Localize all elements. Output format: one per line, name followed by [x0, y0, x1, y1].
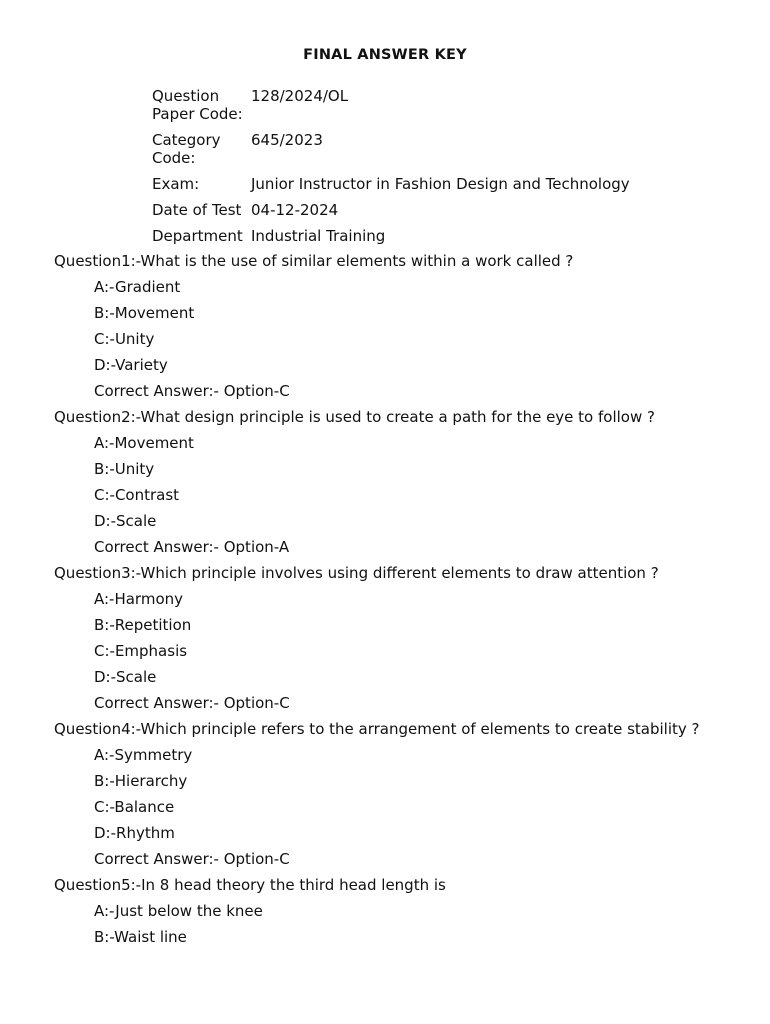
answer-option: D:-Variety: [94, 356, 168, 374]
meta-value: 128/2024/OL: [251, 87, 349, 105]
answer-option: C:-Emphasis: [94, 642, 188, 660]
answer-option: B:-Hierarchy: [94, 772, 188, 790]
meta-value: 04-12-2024: [251, 201, 339, 219]
question-block: [54, 408, 719, 556]
meta-label: Question Paper Code:: [152, 87, 243, 123]
answer-option: A:-Movement: [94, 434, 194, 452]
answer-option: D:-Scale: [94, 668, 157, 686]
meta-value: 645/2023: [251, 131, 323, 149]
correct-answer: Correct Answer:- Option-C: [94, 850, 290, 868]
answer-option: D:-Scale: [94, 512, 157, 530]
question-list: [54, 252, 719, 954]
meta-value: Industrial Training: [251, 227, 386, 245]
answer-option: D:-Rhythm: [94, 824, 175, 842]
answer-option: A:-Gradient: [94, 278, 181, 296]
question-text: Question3:-Which principle involves using different elements to draw attention ?: [54, 564, 659, 582]
answer-option: B:-Unity: [94, 460, 155, 478]
answer-option: C:-Unity: [94, 330, 155, 348]
meta-row-date: [152, 201, 630, 227]
answer-option: C:-Balance: [94, 798, 175, 816]
question-block: [54, 876, 719, 946]
question-block: [54, 564, 719, 712]
meta-label: Date of Test: [152, 201, 242, 219]
answer-option: A:-Symmetry: [94, 746, 193, 764]
question-text: Question5:-In 8 head theory the third head length is: [54, 876, 446, 894]
question-block: [54, 252, 719, 400]
answer-option: A:-Harmony: [94, 590, 184, 608]
exam-details-table: [149, 87, 633, 253]
page-title: FINAL ANSWER KEY: [303, 47, 467, 63]
answer-option: C:-Contrast: [94, 486, 180, 504]
meta-label: Department: [152, 227, 243, 245]
meta-label: Exam:: [152, 175, 200, 193]
answer-option: A:-Just below the knee: [94, 902, 263, 920]
question-block: [54, 720, 719, 868]
question-text: Question2:-What design principle is used to create a path for the eye to follow ?: [54, 408, 655, 426]
correct-answer: Correct Answer:- Option-C: [94, 694, 290, 712]
meta-row-exam: [152, 175, 630, 201]
meta-value: Junior Instructor in Fashion Design and Technology: [251, 175, 630, 193]
answer-option: B:-Waist line: [94, 928, 187, 946]
meta-row-category-code: [152, 131, 630, 175]
question-text: Question1:-What is the use of similar elements within a work called ?: [54, 252, 574, 270]
meta-row-paper-code: [152, 87, 630, 131]
answer-option: B:-Movement: [94, 304, 195, 322]
meta-row-department: [152, 227, 630, 253]
meta-label: Category Code:: [152, 131, 221, 167]
answer-option: B:-Repetition: [94, 616, 192, 634]
question-text: Question4:-Which principle refers to the arrangement of elements to create stability ?: [54, 720, 700, 738]
correct-answer: Correct Answer:- Option-A: [94, 538, 290, 556]
correct-answer: Correct Answer:- Option-C: [94, 382, 290, 400]
